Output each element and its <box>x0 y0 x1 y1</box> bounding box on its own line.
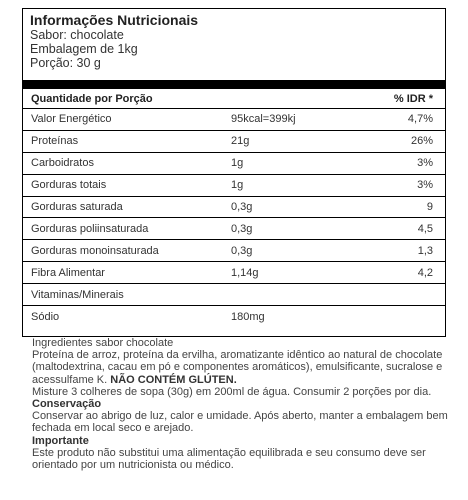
table-row <box>23 175 445 197</box>
conservation-heading: Conservação <box>32 398 102 411</box>
nutrient-name: Vitaminas/Minerais <box>31 288 124 301</box>
idr-column-header: % IDR * <box>393 92 433 105</box>
conservation-text: Conservar ao abrigo de luz, calor e umidade. Após aberto, manter a embalagem bem fechada em local seco e arejado. <box>32 410 448 435</box>
nutrient-idr: 1,3 <box>417 244 433 257</box>
important-text: Este produto não substitui uma alimentação equilibrada e seu consumo deve ser orientado por um nutricionista ou médico. <box>32 446 426 472</box>
nutrient-name: Gorduras totais <box>31 179 107 192</box>
package-line: Embalagem de 1kg <box>30 42 138 56</box>
table-row <box>23 240 445 262</box>
table-row <box>23 284 445 306</box>
nutrient-name: Valor Energético <box>31 113 112 126</box>
table-row <box>23 218 445 240</box>
ingredients-text: Proteína de arroz, proteína da ervilha, aromatizante idêntico ao natural de chocolate (maltodextrina, cacau em pó e componentes aromáticos), emulsificante, sucralose e acessulfame K. <box>32 349 443 386</box>
label-header <box>30 13 198 70</box>
nutrient-amount: 95kcal=399kj <box>231 113 296 126</box>
nutrient-name: Gorduras saturada <box>31 201 123 213</box>
nutrient-name: Gorduras poliinsaturada <box>31 222 149 235</box>
nutrient-idr: 3% <box>417 179 433 192</box>
nutrient-amount: 0,3g <box>231 222 253 235</box>
table-row <box>23 262 445 284</box>
usage-text: Misture 3 colheres de sopa (30g) em 200ml de água. Consumir 2 porções por dia. <box>32 385 432 398</box>
table-row <box>23 131 445 153</box>
nutrient-amount: 0,3g <box>231 244 253 257</box>
nutrient-name: Sódio <box>31 310 60 323</box>
table-header-row <box>23 89 445 109</box>
nutrient-idr: 26% <box>410 135 433 148</box>
ingredients-heading: Ingredientes sabor chocolate <box>32 337 174 349</box>
quantity-column-header: Quantidade por Porção <box>31 92 153 105</box>
nutrient-amount: 1g <box>231 179 244 192</box>
table-row <box>23 153 445 175</box>
nutrient-idr: 4,2 <box>417 266 433 279</box>
flavor-line: Sabor: chocolate <box>30 28 124 42</box>
nutrient-amount: 1,14g <box>231 266 259 279</box>
nutrition-table <box>23 89 445 328</box>
portion-line: Porção: 30 g <box>30 56 101 70</box>
important-heading: Importante <box>32 434 89 447</box>
table-row <box>23 109 445 131</box>
ingredients-paragraph <box>32 349 450 386</box>
nutrient-amount: 0,3g <box>231 201 253 213</box>
nutrient-name: Carboidratos <box>31 157 94 170</box>
nutrition-label <box>22 8 446 337</box>
nutrient-idr: 3% <box>417 157 433 170</box>
table-row <box>23 306 445 328</box>
product-info <box>32 337 450 471</box>
thick-divider <box>23 80 445 89</box>
nutrient-idr: 9 <box>426 201 433 213</box>
nutrient-amount: 21g <box>231 135 250 148</box>
nutrient-idr: 4,7% <box>407 113 433 126</box>
gluten-notice: NÃO CONTÉM GLÚTEN. <box>110 373 237 386</box>
nutrient-amount: 180mg <box>231 310 265 323</box>
table-row <box>23 197 445 219</box>
nutrient-name: Proteínas <box>31 135 79 148</box>
nutrient-name: Gorduras monoinsaturada <box>31 244 159 257</box>
nutrient-name: Fibra Alimentar <box>31 266 105 279</box>
nutrient-idr: 4,5 <box>417 222 433 235</box>
nutrient-amount: 1g <box>231 157 244 170</box>
label-title: Informações Nutricionais <box>30 12 199 28</box>
